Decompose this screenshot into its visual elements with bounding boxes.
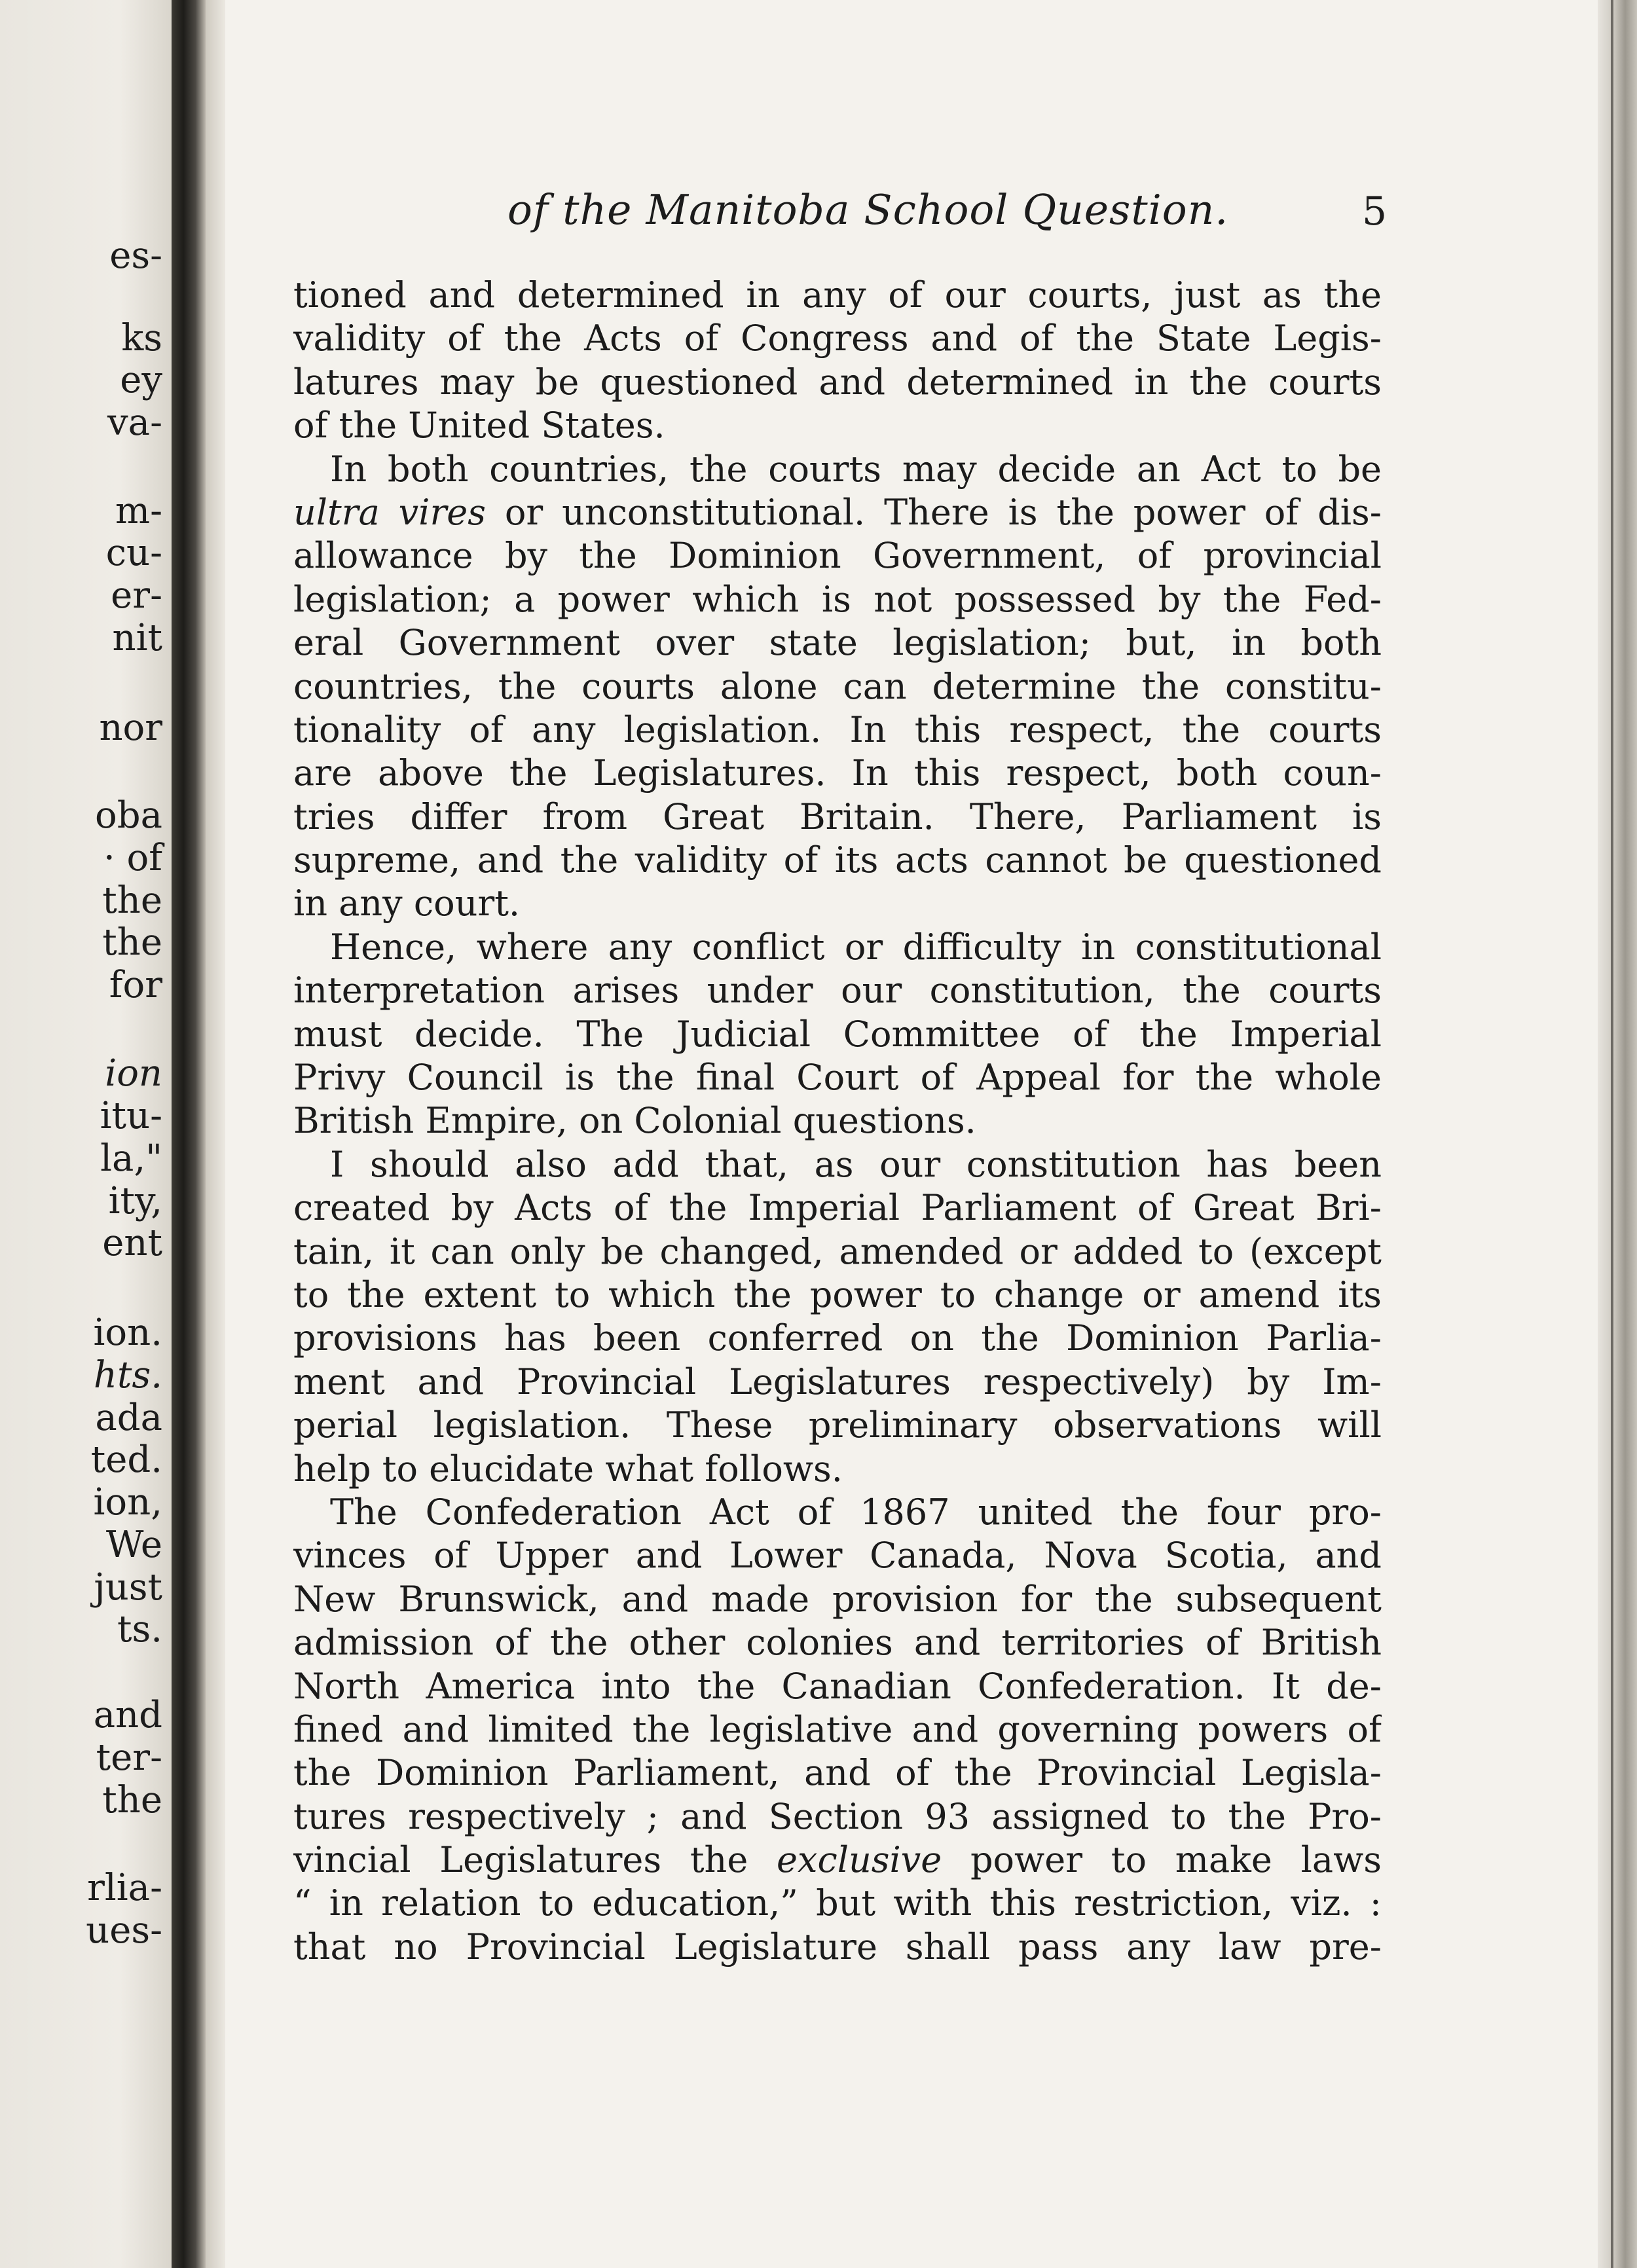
body-text: [293, 274, 1382, 1969]
adjacent-line-fragment: nit: [112, 617, 162, 659]
text-line: interpretation arises under our constitution, the courts: [293, 970, 1382, 1012]
text-line: [293, 491, 1382, 534]
text-line: vinces of Upper and Lower Canada, Nova Scotia, and: [293, 1535, 1382, 1577]
adjacent-page-left: [0, 0, 172, 2268]
adjacent-line-fragment: · of: [103, 837, 162, 879]
text-line: in any court.: [293, 883, 521, 924]
adjacent-line-fragment: ity,: [108, 1180, 162, 1222]
paragraph-first-line: I should also add that, as our constitution has been: [330, 1143, 1382, 1185]
adjacent-line-fragment: ada: [95, 1397, 162, 1439]
text-line: tionality of any legislation. In this respect, the courts: [293, 708, 1382, 750]
adjacent-line-fragment: ts.: [117, 1608, 162, 1651]
text-line: are above the Legislatures. In this respect, both coun-: [293, 752, 1382, 794]
adjacent-line-fragment: just: [94, 1566, 162, 1609]
gutter-shadow: [206, 0, 225, 2268]
adjacent-line-fragment: ey: [120, 359, 162, 401]
text-line: eral Government over state legislation; but, in both: [293, 622, 1382, 664]
adjacent-line-fragment: itu-: [100, 1095, 162, 1137]
book-gutter: [172, 0, 206, 2268]
adjacent-line-fragment: the: [102, 1779, 162, 1821]
text-line: that no Provincial Legislature shall pass any law pre-: [293, 1926, 1382, 1967]
text-line: ment and Provincial Legislatures respectively) by Im-: [293, 1361, 1382, 1402]
text-line: tioned and determined in any of our courts, just as the: [293, 274, 1382, 316]
text-line: provisions has been conferred on the Dominion Parlia-: [293, 1317, 1382, 1359]
paragraph-first-line: In both countries, the courts may decide an Act to be: [330, 448, 1382, 490]
text-line: perial legislation. These preliminary observations will: [293, 1404, 1382, 1446]
text-run: vincial Legislatures the: [293, 1839, 777, 1881]
text-line: tures respectively ; and Section 93 assigned to the Pro-: [293, 1795, 1382, 1837]
adjacent-line-fragment: ion: [105, 1052, 162, 1095]
text-line: admission of the other colonies and territories of British: [293, 1622, 1382, 1664]
adjacent-line-fragment: es-: [109, 234, 162, 277]
adjacent-line-fragment: nor: [99, 706, 162, 749]
text-line: [293, 1838, 1382, 1882]
paragraph-first-line: The Confederation Act of 1867 united the four pro-: [330, 1491, 1382, 1533]
page-edge-right: [1598, 0, 1637, 2268]
adjacent-line-fragment: ion,: [93, 1481, 162, 1524]
adjacent-line-fragment: ent: [102, 1222, 162, 1264]
adjacent-line-fragment: for: [109, 964, 162, 1006]
text-line: Privy Council is the final Court of Appeal for the whole: [293, 1057, 1382, 1099]
adjacent-line-fragment: ted.: [90, 1438, 162, 1481]
text-line: created by Acts of the Imperial Parliament of Great Bri-: [293, 1187, 1382, 1229]
text-line: North America into the Canadian Confederation. It de-: [293, 1665, 1382, 1707]
text-line: allowance by the Dominion Government, of provincial: [293, 535, 1382, 577]
text-line: countries, the courts alone can determine the constitu-: [293, 665, 1382, 707]
text-line: latures may be questioned and determined in the courts: [293, 361, 1382, 403]
text-run: power to make laws: [942, 1839, 1382, 1881]
adjacent-line-fragment: m-: [115, 490, 162, 532]
text-line: tries differ from Great Britain. There, Parliament is: [293, 796, 1382, 837]
adjacent-line-fragment: hts.: [93, 1354, 162, 1397]
text-line: to the extent to which the power to change or amend its: [293, 1273, 1382, 1315]
adjacent-line-fragment: la,": [100, 1137, 162, 1180]
text-line: the Dominion Parliament, and of the Provincial Legisla-: [293, 1752, 1382, 1794]
adjacent-line-fragment: cu-: [105, 532, 162, 574]
adjacent-line-fragment: va-: [107, 401, 162, 444]
text-line: legislation; a power which is not possessed by the Fed-: [293, 578, 1382, 620]
adjacent-line-fragment: We: [105, 1524, 162, 1566]
text-line: New Brunswick, and made provision for the subsequent: [293, 1578, 1382, 1620]
adjacent-line-fragment: ion.: [93, 1311, 162, 1354]
text-line: tain, it can only be changed, amended or added to (except: [293, 1230, 1382, 1272]
text-line: must decide. The Judicial Committee of the Imperial: [293, 1013, 1382, 1055]
adjacent-line-fragment: oba: [95, 794, 162, 837]
adjacent-line-fragment: er-: [111, 574, 162, 617]
italic-phrase: ultra vires: [293, 491, 486, 533]
adjacent-line-fragment: ks: [121, 317, 162, 359]
adjacent-page-text: [0, 0, 172, 2268]
paragraph-first-line: Hence, where any conflict or difficulty in constitutional: [330, 926, 1382, 968]
text-line: help to elucidate what follows.: [293, 1448, 843, 1490]
text-run: or unconstitutional. There is the power of dis-: [485, 491, 1382, 533]
adjacent-line-fragment: rlia-: [87, 1867, 162, 1909]
italic-phrase: exclusive: [777, 1839, 942, 1881]
text-line: British Empire, on Colonial questions.: [293, 1100, 976, 1142]
text-line: “ in relation to education,” but with this restriction, viz. :: [293, 1882, 1382, 1924]
adjacent-line-fragment: ues-: [86, 1909, 162, 1952]
adjacent-line-fragment: the: [102, 879, 162, 922]
page-edge-line: [1611, 0, 1613, 2268]
page-number: 5: [1362, 189, 1388, 234]
running-title: of the Manitoba School Question.: [507, 186, 1229, 234]
text-line: fined and limited the legislative and governing powers of: [293, 1708, 1382, 1750]
adjacent-line-fragment: and: [93, 1694, 162, 1736]
text-line: validity of the Acts of Congress and of the State Legis-: [293, 318, 1382, 359]
adjacent-line-fragment: the: [102, 921, 162, 964]
text-line: of the United States.: [293, 405, 665, 447]
adjacent-line-fragment: ter-: [96, 1736, 162, 1779]
text-line: supreme, and the validity of its acts cannot be questioned: [293, 839, 1382, 881]
